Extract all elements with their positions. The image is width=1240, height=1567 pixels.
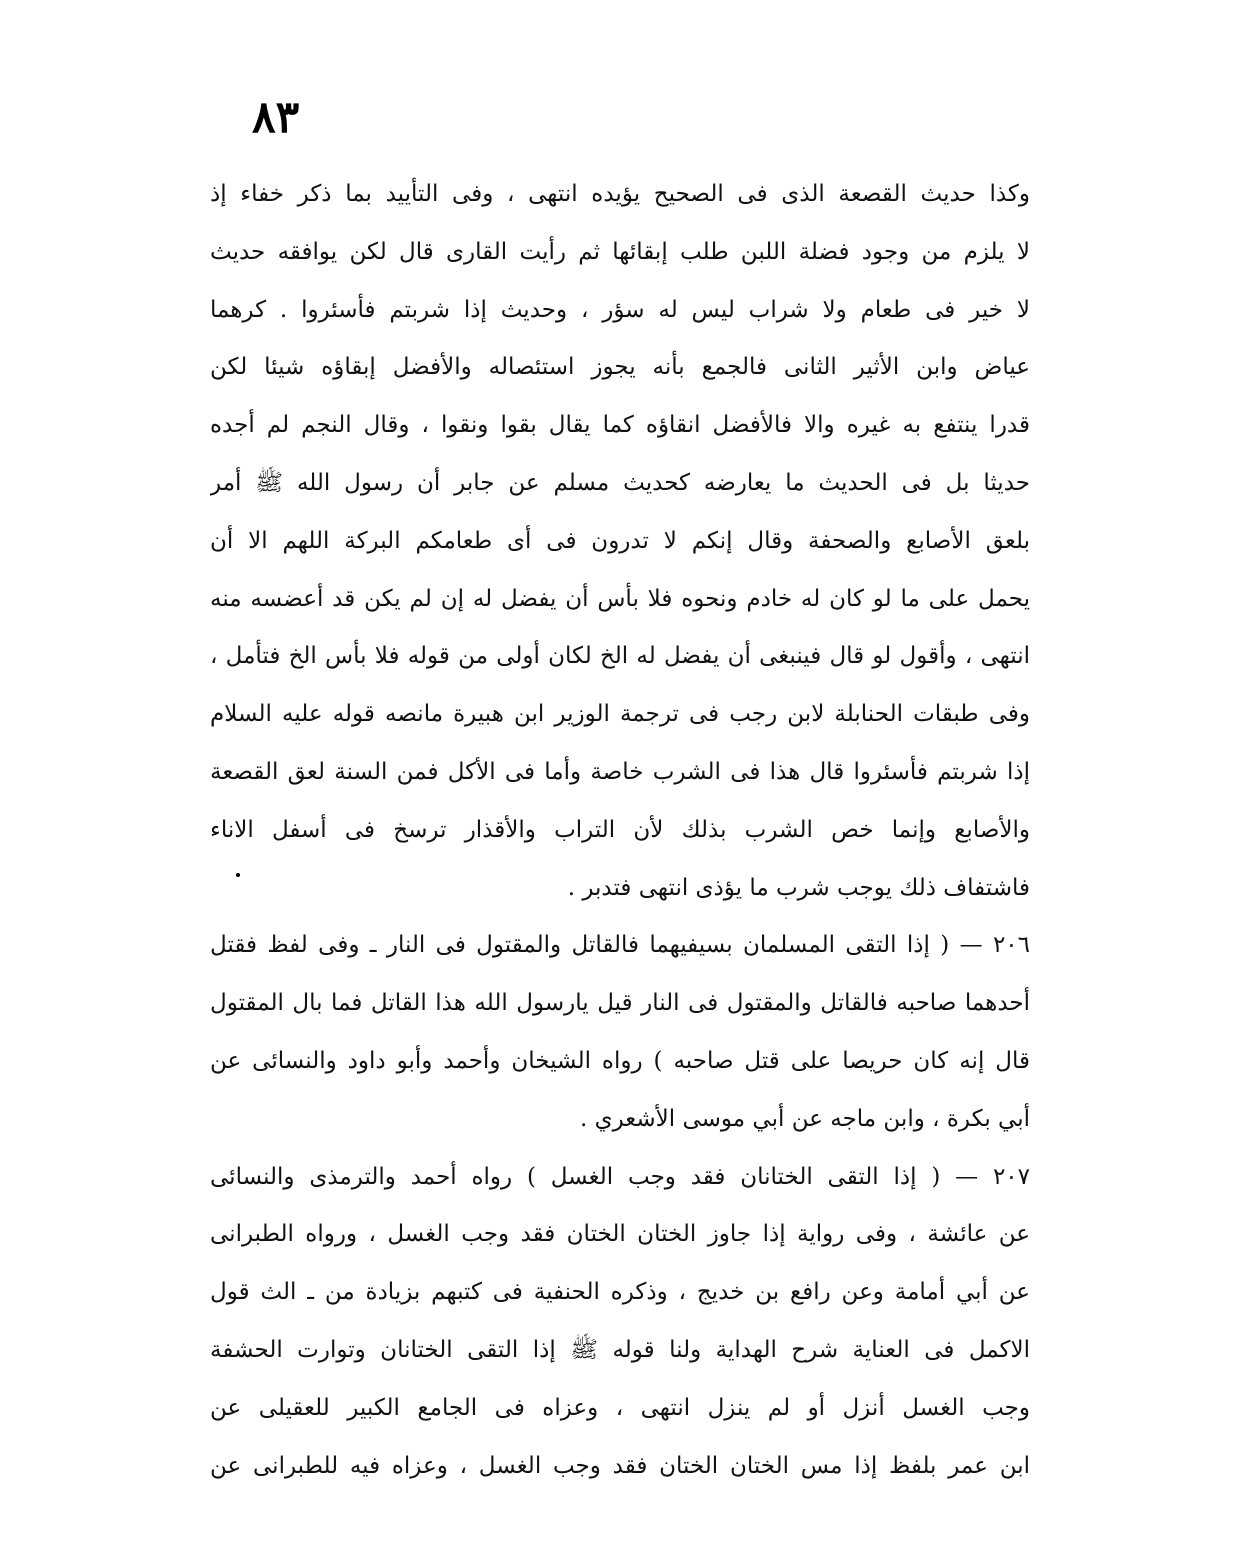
- text-line: وكذا حديث القصعة الذى فى الصحيح يؤيده انتهى ، وفى التأييد بما ذكر خفاء إذ: [210, 181, 1030, 207]
- text-line: وجب الغسل أنزل أو لم ينزل انتهى ، وعزاه فى الجامع الكبير للعقيلى عن: [210, 1394, 1030, 1421]
- text-line: قدرا ينتفع به غيره والا فالأفضل انقاؤه كما يقال بقوا ونقوا ، وقال النجم لم أجده: [210, 412, 1030, 439]
- text-line: يحمل على ما لو كان له خادم ونحوه فلا بأس أن يفضل له إن لم يكن قد أعضسه منه: [210, 585, 1030, 612]
- text-line: بلعق الأصابع والصحفة وقال إنكم لا تدرون فى أى طعامكم البركة اللهم الا أن: [210, 527, 1030, 554]
- text-line: قال إنه كان حريصا على قتل صاحبه ) رواه الشيخان وأحمد وأبو داود والنسائى عن: [210, 1047, 1030, 1074]
- text-line: عن عائشة ، وفى رواية إذا جاوز الختان الختان فقد وجب الغسل ، ورواه الطبرانى: [210, 1221, 1030, 1248]
- text-line: ٢٠٧ — ( إذا التقى الختانان فقد وجب الغسل ) رواه أحمد والترمذى والنسائى: [210, 1163, 1030, 1190]
- text-line: لا يلزم من وجود فضلة اللبن طلب إبقائها ثم رأيت القارى قال لكن يوافقه حديث: [210, 238, 1030, 265]
- text-line: فاشتفاف ذلك يوجب شرب ما يؤذى انتهى فتدبر .: [567, 874, 1030, 901]
- text-line: أبي بكرة ، وابن ماجه عن أبي موسى الأشعري .: [579, 1105, 1030, 1132]
- text-line: عياض وابن الأثير الثانى فالجمع بأنه يجوز استئصاله والأفضل إبقاؤه شيئا لكن: [210, 354, 1030, 381]
- text-line: لا خير فى طعام ولا شراب ليس له سؤر ، وحديث إذا شربتم فأسئروا . كرهما: [210, 296, 1030, 323]
- scan-speck: [236, 873, 240, 877]
- page-number: ٨٣: [252, 92, 300, 143]
- text-line: حديثا بل فى الحديث ما يعارضه كحديث مسلم عن جابر أن رسول الله ﷺ أمر: [210, 469, 1030, 496]
- text-line: ابن عمر بلفظ إذا مس الختان الختان فقد وجب الغسل ، وعزاه فيه للطبرانى عن: [210, 1452, 1030, 1479]
- text-line: أحدهما صاحبه فالقاتل والمقتول فى النار قيل يارسول الله هذا القاتل فما بال المقتول: [210, 990, 1030, 1017]
- text-line: والأصابع وإنما خص الشرب بذلك لأن التراب والأقذار ترسخ فى أسفل الاناء: [210, 816, 1030, 843]
- body-text: [210, 166, 1030, 1495]
- text-line: انتهى ، وأقول لو قال فينبغى أن يفضل له الخ لكان أولى من قوله فلا بأس الخ فتأمل ،: [210, 643, 1030, 670]
- text-line: وفى طبقات الحنابلة لابن رجب فى ترجمة الوزير ابن هبيرة مانصه قوله عليه السلام: [210, 701, 1030, 728]
- text-line: الاكمل فى العناية شرح الهداية ولنا قوله ﷺ إذا التقى الختانان وتوارت الحشفة: [210, 1336, 1030, 1363]
- text-line: عن أبي أمامة وعن رافع بن خديج ، وذكره الحنفية فى كتبهم بزيادة من ـ الث قول: [210, 1279, 1030, 1306]
- text-line: إذا شربتم فأسئروا قال هذا فى الشرب خاصة وأما فى الأكل فمن السنة لعق القصعة: [210, 758, 1030, 785]
- text-line: ٢٠٦ — ( إذا التقى المسلمان بسيفيهما فالقاتل والمقتول فى النار ـ وفى لفظ فقتل: [210, 932, 1030, 959]
